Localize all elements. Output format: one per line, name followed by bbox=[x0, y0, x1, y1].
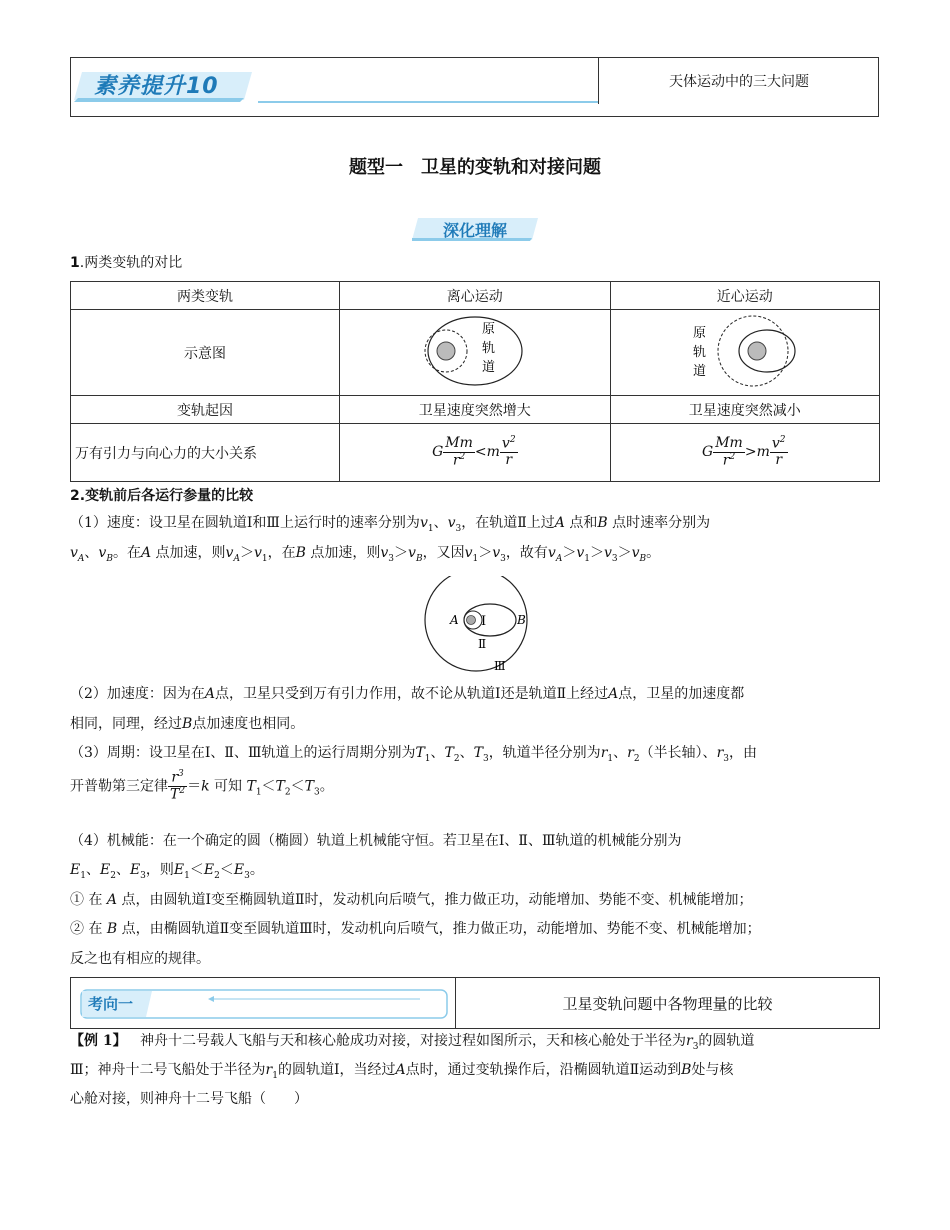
speed-paragraph-line-2: $v_A$、$v_B$。在A 点加速，则$v_A>v_1$，在B 点加速，则$v_3>v_B$，又因$v_1>v_3$，故有$v_A>v_1>v_3>v_B$。 bbox=[70, 545, 661, 564]
diagram-label: 示意图 bbox=[71, 310, 340, 396]
table-header-cell: 近心运动 bbox=[610, 282, 879, 310]
text: ，轨道半径分别为 bbox=[488, 745, 601, 761]
cause-centripetal: 卫星速度突然减小 bbox=[610, 396, 879, 424]
text: 处与核 bbox=[691, 1062, 734, 1078]
text: （3）周期：设卫星在Ⅰ、Ⅱ、Ⅲ轨道上的运行周期分别为 bbox=[70, 745, 416, 761]
text: 点，卫星的加速度都 bbox=[618, 686, 745, 702]
section-1-number: 1 bbox=[70, 255, 80, 271]
energy-item-2: ② 在 B 点，由椭圆轨道Ⅱ变至圆轨道Ⅲ时，发动机向后喷气，推力做正功，动能增加、势能不变、机械能增加； bbox=[70, 921, 761, 937]
table-row-relation bbox=[71, 424, 880, 482]
kaoxiang-topic: 卫星变轨问题中各物理量的比较 bbox=[562, 994, 773, 1013]
cause-label: 变轨起因 bbox=[71, 396, 340, 424]
text: 可知 bbox=[214, 778, 243, 795]
example-line-3: 心舱对接，则神舟十二号飞船（ ） bbox=[70, 1091, 308, 1107]
text: ，则 bbox=[145, 862, 174, 878]
text: （2）加速度：因为在 bbox=[70, 686, 205, 702]
orbit-3-label: Ⅲ bbox=[494, 659, 506, 673]
section-2-number: 2 bbox=[70, 488, 80, 504]
table-header-cell: 离心运动 bbox=[340, 282, 610, 310]
period-paragraph-line-2: 开普勒第三定律 $\frac{r^3}{T^2}$ ＝k 可知 $T_1<T_2<T_3$。 bbox=[70, 769, 334, 803]
section-2-text: .变轨前后各运行参量的比较 bbox=[79, 488, 254, 504]
centrifugal-orbit-diagram bbox=[415, 311, 535, 391]
text: 的圆轨道Ⅰ，当经过 bbox=[277, 1062, 396, 1078]
orbit-label-char: 原 bbox=[692, 325, 706, 341]
kaoxiang-tag: 考向一 bbox=[88, 995, 134, 1013]
text: 点，卫星只受到万有引力作用，故不论从轨道Ⅰ还是轨道Ⅱ上经过 bbox=[215, 686, 609, 702]
orbit-label-char: 轨 bbox=[692, 344, 706, 360]
text: 相同，同理，经过 bbox=[70, 716, 182, 732]
energy-paragraph-line-1: （4）机械能：在一个确定的圆（椭圆）轨道上机械能守恒。若卫星在Ⅰ、Ⅱ、Ⅲ轨道的机械能分别为 bbox=[70, 833, 682, 849]
text: ，又因 bbox=[422, 545, 465, 561]
point-b-label: B bbox=[517, 613, 526, 627]
greater-than-sign: > bbox=[744, 444, 757, 461]
relation-label: 万有引力与向心力的大小关系 bbox=[71, 424, 340, 482]
text: ，故有 bbox=[505, 545, 548, 561]
period-paragraph-line-1: （3）周期：设卫星在Ⅰ、Ⅱ、Ⅲ轨道上的运行周期分别为$T_1$、$T_2$、$T_3$，轨道半径分别为$r_1$、$r_2$（半长轴）、$r_3$，由 bbox=[70, 745, 757, 764]
table-row-diagram bbox=[71, 310, 880, 396]
energy-item-1: ① 在 A 点，由圆轨道Ⅰ变至椭圆轨道Ⅱ时，发动机向后喷气，推力做正功，动能增加、势能不变、机械能增加； bbox=[70, 892, 753, 908]
orbit-label-char: 原 bbox=[481, 321, 495, 337]
orbit-label-char: 道 bbox=[481, 359, 495, 375]
text: ，在轨道Ⅱ上过 bbox=[461, 515, 555, 531]
diagram-centripetal-cell bbox=[610, 310, 879, 396]
text: 点和 bbox=[569, 515, 598, 531]
point-a-label: A bbox=[450, 613, 459, 627]
diagram-centrifugal-cell bbox=[340, 310, 610, 396]
text: Ⅲ；神舟十二号飞船处于半径为 bbox=[70, 1062, 266, 1078]
table-header-cell: 两类变轨 bbox=[71, 282, 340, 310]
text: ，在 bbox=[267, 545, 296, 561]
orbit-transfer-diagram bbox=[418, 576, 538, 674]
orbit-label-char: 道 bbox=[692, 363, 706, 379]
text: ② 在 bbox=[70, 921, 103, 937]
text: 点，由椭圆轨道Ⅱ变至圆轨道Ⅲ时，发动机向后喷气，推力做正功，动能增加、势能不变、机械能增加； bbox=[121, 921, 761, 937]
centripetal-orbit-diagram bbox=[685, 311, 805, 391]
badge-underline bbox=[258, 101, 598, 103]
text: 神舟十二号载人飞船与天和核心舱成功对接，对接过程如图所示，天和核心舱处于半径为 bbox=[139, 1033, 686, 1049]
text: 点加速度也相同。 bbox=[192, 716, 305, 732]
page-title: 题型一 卫星的变轨和对接问题 bbox=[349, 157, 601, 178]
text: （1）速度：设卫星在圆轨道Ⅰ和Ⅲ上运行时的速率分别为 bbox=[70, 515, 420, 531]
text: 开普勒第三定律 bbox=[70, 778, 168, 795]
text: 点加速，则 bbox=[155, 545, 226, 561]
text: 点加速，则 bbox=[310, 545, 381, 561]
text: （半长轴）、 bbox=[639, 745, 717, 761]
cause-centrifugal: 卫星速度突然增大 bbox=[340, 396, 610, 424]
orbit-1-label: Ⅰ bbox=[481, 614, 487, 629]
example-line-1: 【例 1】 神舟十二号载人飞船与天和核心舱成功对接，对接过程如图所示，天和核心舱处于半径为$r_3$的圆轨道 bbox=[70, 1033, 755, 1052]
example-label: 【例 1】 bbox=[70, 1033, 127, 1049]
orbit-3 bbox=[425, 576, 527, 671]
less-than-sign: < bbox=[474, 444, 487, 461]
section-2-heading bbox=[70, 485, 253, 505]
table-header-row bbox=[71, 282, 880, 310]
energy-paragraph-end: 反之也有相应的规律。 bbox=[70, 951, 210, 967]
section-1-text: .两类变轨的对比 bbox=[79, 255, 183, 271]
text: 点，由圆轨道Ⅰ变至椭圆轨道Ⅱ时，发动机向后喷气，推力做正功，动能增加、势能不变、机械能增加； bbox=[121, 892, 753, 908]
example-line-2: Ⅲ；神舟十二号飞船处于半径为$r_1$的圆轨道Ⅰ，当经过A点时，通过变轨操作后，沿椭圆轨道Ⅱ运动到B处与核 bbox=[70, 1062, 734, 1081]
energy-paragraph-line-2: $E_1$、$E_2$、$E_3$，则$E_1<E_2<E_3$。 bbox=[70, 862, 264, 881]
text: ，由 bbox=[729, 745, 757, 761]
orbit-label-char: 轨 bbox=[481, 340, 495, 356]
text: 。在 bbox=[112, 545, 141, 561]
subtitle: 深化理解 bbox=[442, 221, 507, 240]
speed-paragraph-line-1: （1）速度：设卫星在圆轨道Ⅰ和Ⅲ上运行时的速率分别为$v_1$、$v_3$，在轨道Ⅱ上过A 点和B 点时速率分别为 bbox=[70, 515, 711, 534]
accel-paragraph-line-1: （2）加速度：因为在A点，卫星只受到万有引力作用，故不论从轨道Ⅰ还是轨道Ⅱ上经过A点，卫星的加速度都 bbox=[70, 686, 745, 702]
kaoxiang-tag-background bbox=[80, 989, 448, 1019]
accel-paragraph-line-2: 相同，同理，经过B点加速度也相同。 bbox=[70, 716, 305, 732]
text: ① 在 bbox=[70, 892, 103, 908]
header-topic: 天体运动中的三大问题 bbox=[669, 73, 809, 90]
badge-title: 素养提升10 bbox=[94, 74, 219, 99]
orbit-2-label: Ⅱ bbox=[478, 637, 487, 651]
text: 点时速率分别为 bbox=[612, 515, 711, 531]
comparison-table bbox=[70, 281, 880, 482]
relation-centrifugal: G $\frac{Mm}{r^2}$ <m $\frac{v^2}{r}$ bbox=[340, 424, 610, 482]
section-1-heading bbox=[70, 252, 182, 272]
table-row-cause bbox=[71, 396, 880, 424]
text: 的圆轨道 bbox=[698, 1033, 755, 1049]
text: 点时，通过变轨操作后，沿椭圆轨道Ⅱ运动到 bbox=[405, 1062, 682, 1078]
relation-centripetal: G $\frac{Mm}{r^2}$ >m $\frac{v^2}{r}$ bbox=[610, 424, 879, 482]
planet bbox=[467, 616, 476, 625]
